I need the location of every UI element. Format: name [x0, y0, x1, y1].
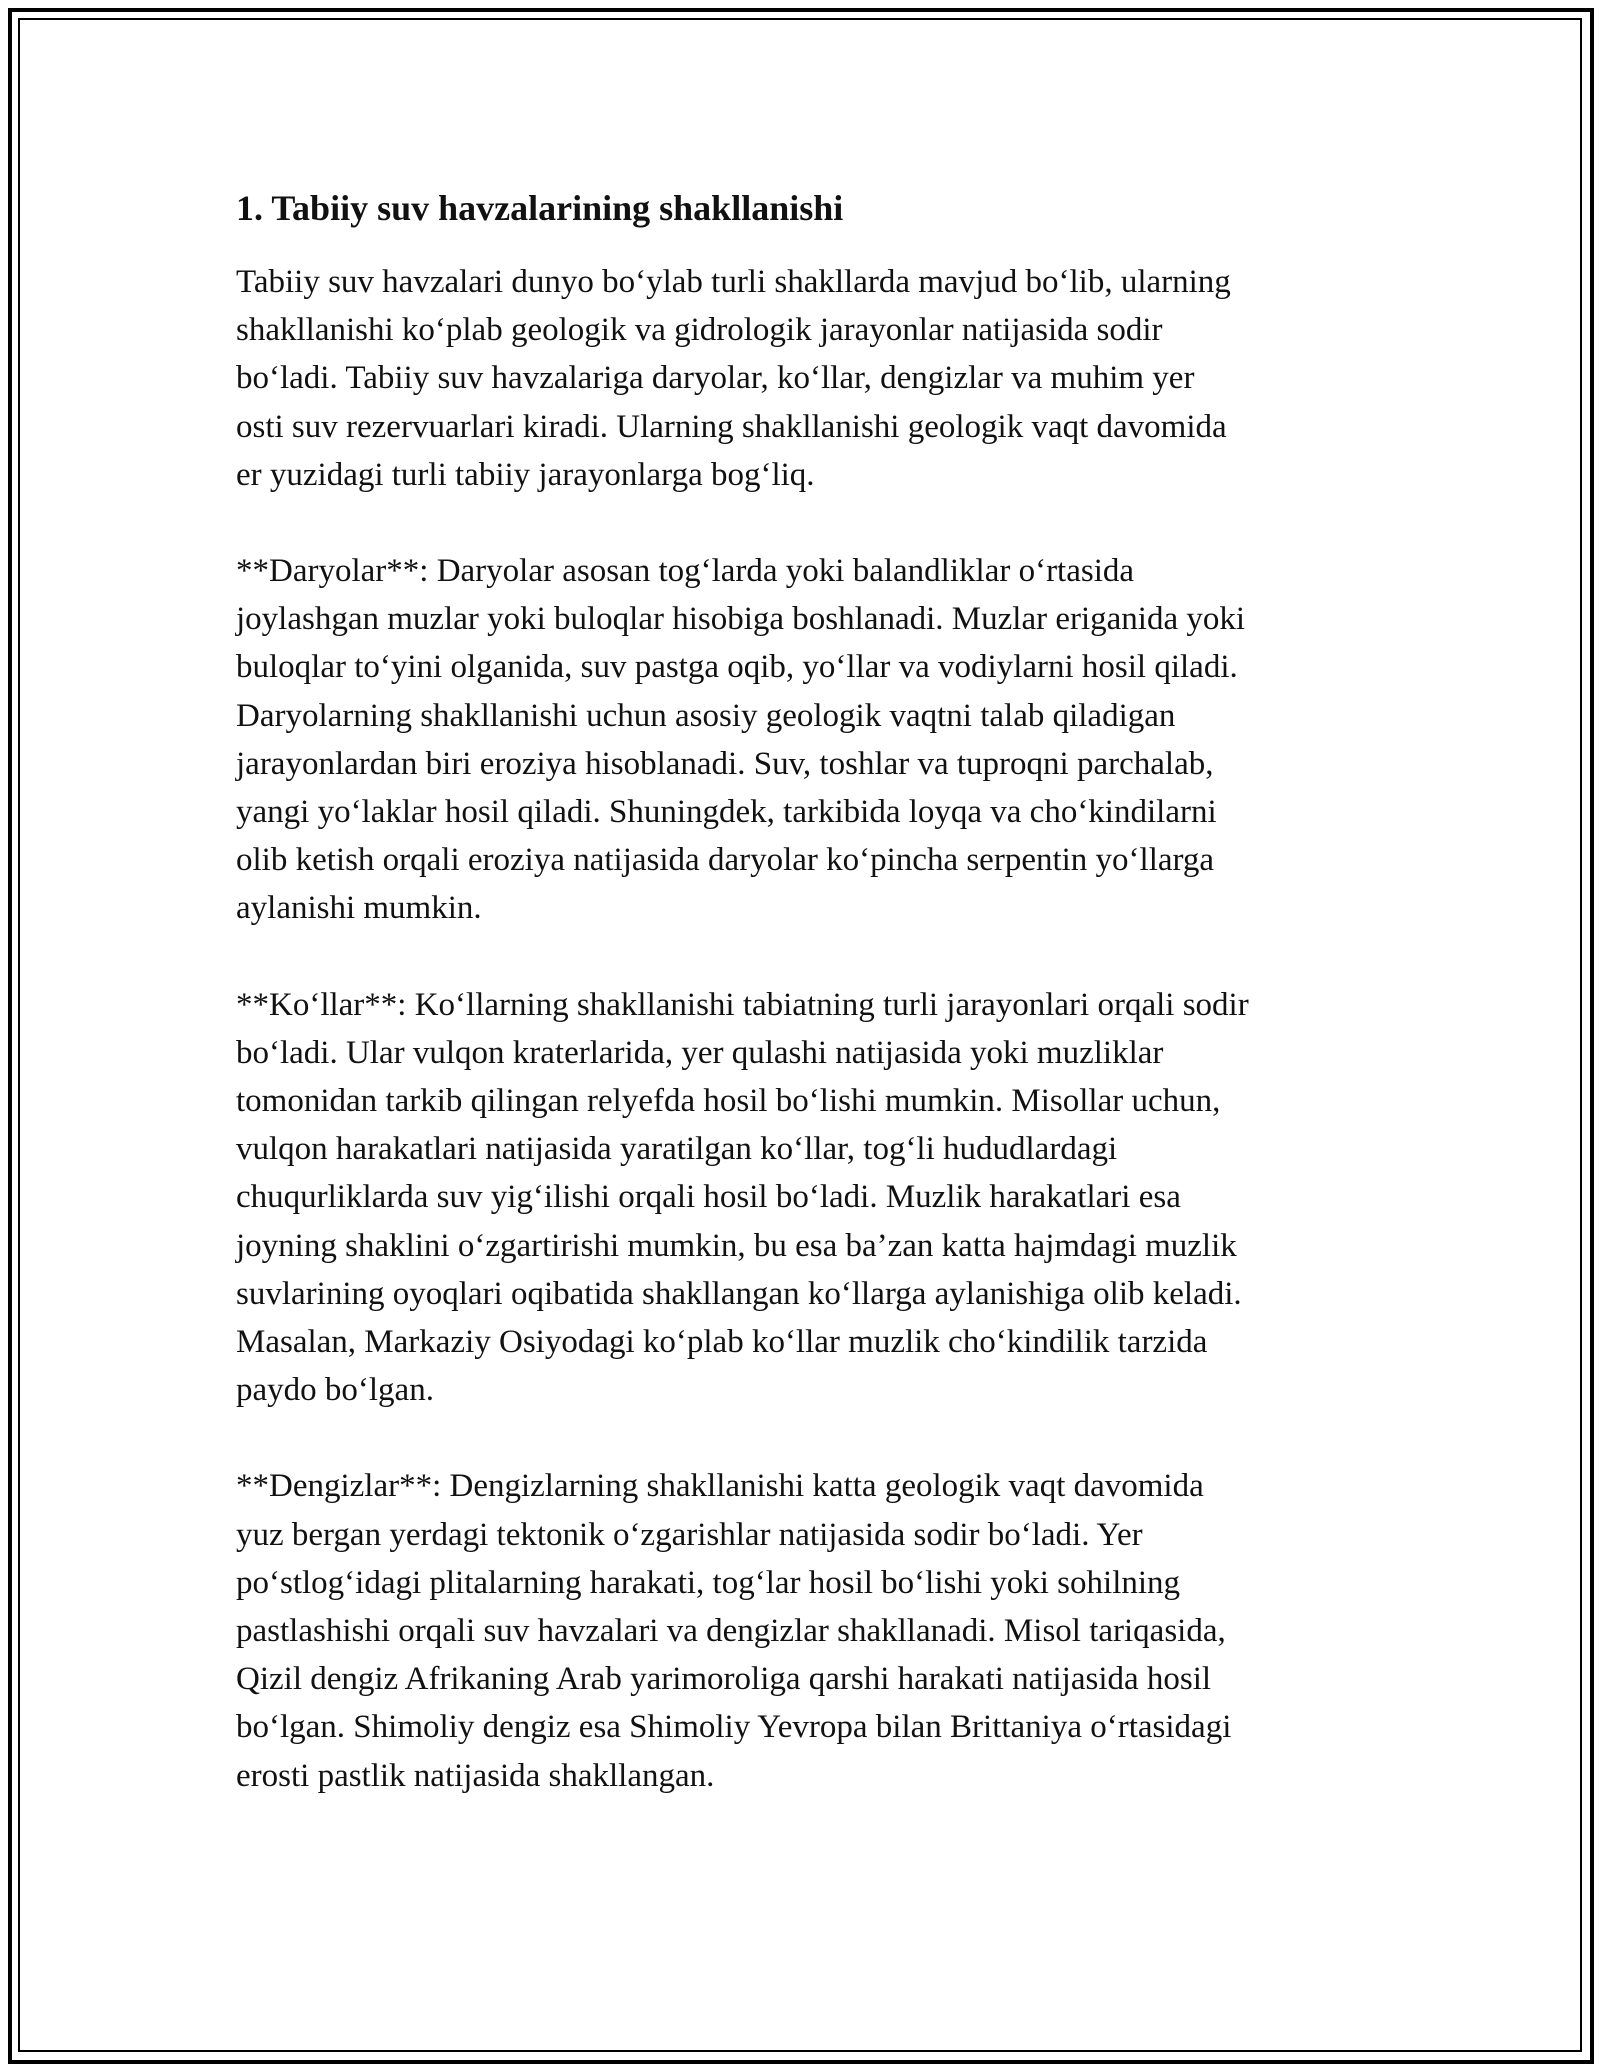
text-line: bo‘ladi. Tabiiy suv havzalariga daryolar, ko‘llar, dengizlar va muhim yer [236, 360, 1195, 397]
text-line: aylanishi mumkin. [236, 890, 482, 927]
section-heading: 1. Tabiiy suv havzalarining shakllanishi [236, 188, 844, 228]
text-line: olib ketish orqali eroziya natijasida daryolar ko‘pincha serpentin yo‘llarga [236, 842, 1215, 879]
text-line: jarayonlardan biri eroziya hisoblanadi. Suv, toshlar va tuproqni parchalab, [236, 745, 1214, 782]
text-line: joylashgan muzlar yoki buloqlar hisobiga boshlanadi. Muzlar eriganida yoki [236, 601, 1246, 638]
text-line: Qizil dengiz Afrikaning Arab yarimoroliga qarshi harakati natijasida hosil [236, 1661, 1212, 1698]
text-line: pastlashishi orqali suv havzalari va dengizlar shakllanadi. Misol tariqasida, [236, 1613, 1226, 1650]
text-line: er yuzidagi turli tabiiy jarayonlarga bog‘liq. [236, 456, 815, 493]
text-line: bo‘lgan. Shimoliy dengiz esa Shimoliy Yevropa bilan Brittaniya o‘rtasidagi [236, 1709, 1232, 1746]
text-line: osti suv rezervuarlari kiradi. Ularning shakllanishi geologik vaqt davomida [236, 408, 1227, 445]
text-line: suvlarining oyoqlari oqibatida shakllangan ko‘llarga aylanishiga olib keladi. [236, 1275, 1242, 1312]
text-line: erosti pastlik natijasida shakllangan. [236, 1757, 715, 1794]
text-line: tomonidan tarkib qilingan relyefda hosil bo‘lishi mumkin. Misollar uchun, [236, 1083, 1221, 1120]
text-line: joyning shaklini o‘zgartirishi mumkin, bu esa ba’zan katta hajmdagi muzlik [236, 1227, 1237, 1264]
text-line: Masalan, Markaziy Osiyodagi ko‘plab ko‘llar muzlik cho‘kindilik tarzida [236, 1324, 1208, 1361]
paragraph-dengizlar [236, 1462, 1376, 1799]
text-line: **Daryolar**: Daryolar asosan tog‘larda yoki balandliklar o‘rtasida [236, 553, 1135, 590]
text-line: chuqurliklarda suv yig‘ilishi orqali hosil bo‘ladi. Muzlik harakatlari esa [236, 1179, 1181, 1216]
paragraph-daryolar [236, 547, 1376, 933]
text-line: po‘stlog‘idagi plitalarning harakati, tog‘lar hosil bo‘lishi yoki sohilning [236, 1564, 1181, 1601]
text-line: **Dengizlar**: Dengizlarning shakllanishi katta geologik vaqt davomida [236, 1468, 1204, 1505]
text-line: Daryolarning shakllanishi uchun asosiy geologik vaqtni talab qiladigan [236, 697, 1176, 734]
text-line: shakllanishi ko‘plab geologik va gidrologik jarayonlar natijasida sodir [236, 312, 1163, 349]
text-line: bo‘ladi. Ular vulqon kraterlarida, yer qulashi natijasida yoki muzliklar [236, 1034, 1164, 1071]
text-line: buloqlar to‘yini olganida, suv pastga oqib, yo‘llar va vodiylarni hosil qiladi. [236, 649, 1238, 686]
paragraph-kollar [236, 981, 1376, 1415]
text-line: **Ko‘llar**: Ko‘llarning shakllanishi tabiatning turli jarayonlari orqali sodir [236, 986, 1249, 1023]
text-line: Tabiiy suv havzalari dunyo bo‘ylab turli shakllarda mavjud bo‘lib, ularning [236, 264, 1231, 300]
paragraph-intro [236, 258, 1376, 499]
text-line: paydo bo‘lgan. [236, 1372, 434, 1409]
text-line: yuz bergan yerdagi tektonik o‘zgarishlar natijasida sodir bo‘ladi. Yer [236, 1516, 1143, 1553]
text-line: vulqon harakatlari natijasida yaratilgan ko‘llar, tog‘li hududlardagi [236, 1131, 1118, 1168]
text-line: yangi yo‘laklar hosil qiladi. Shuningdek, tarkibida loyqa va cho‘kindilarni [236, 794, 1217, 831]
document-body [236, 186, 1376, 1848]
